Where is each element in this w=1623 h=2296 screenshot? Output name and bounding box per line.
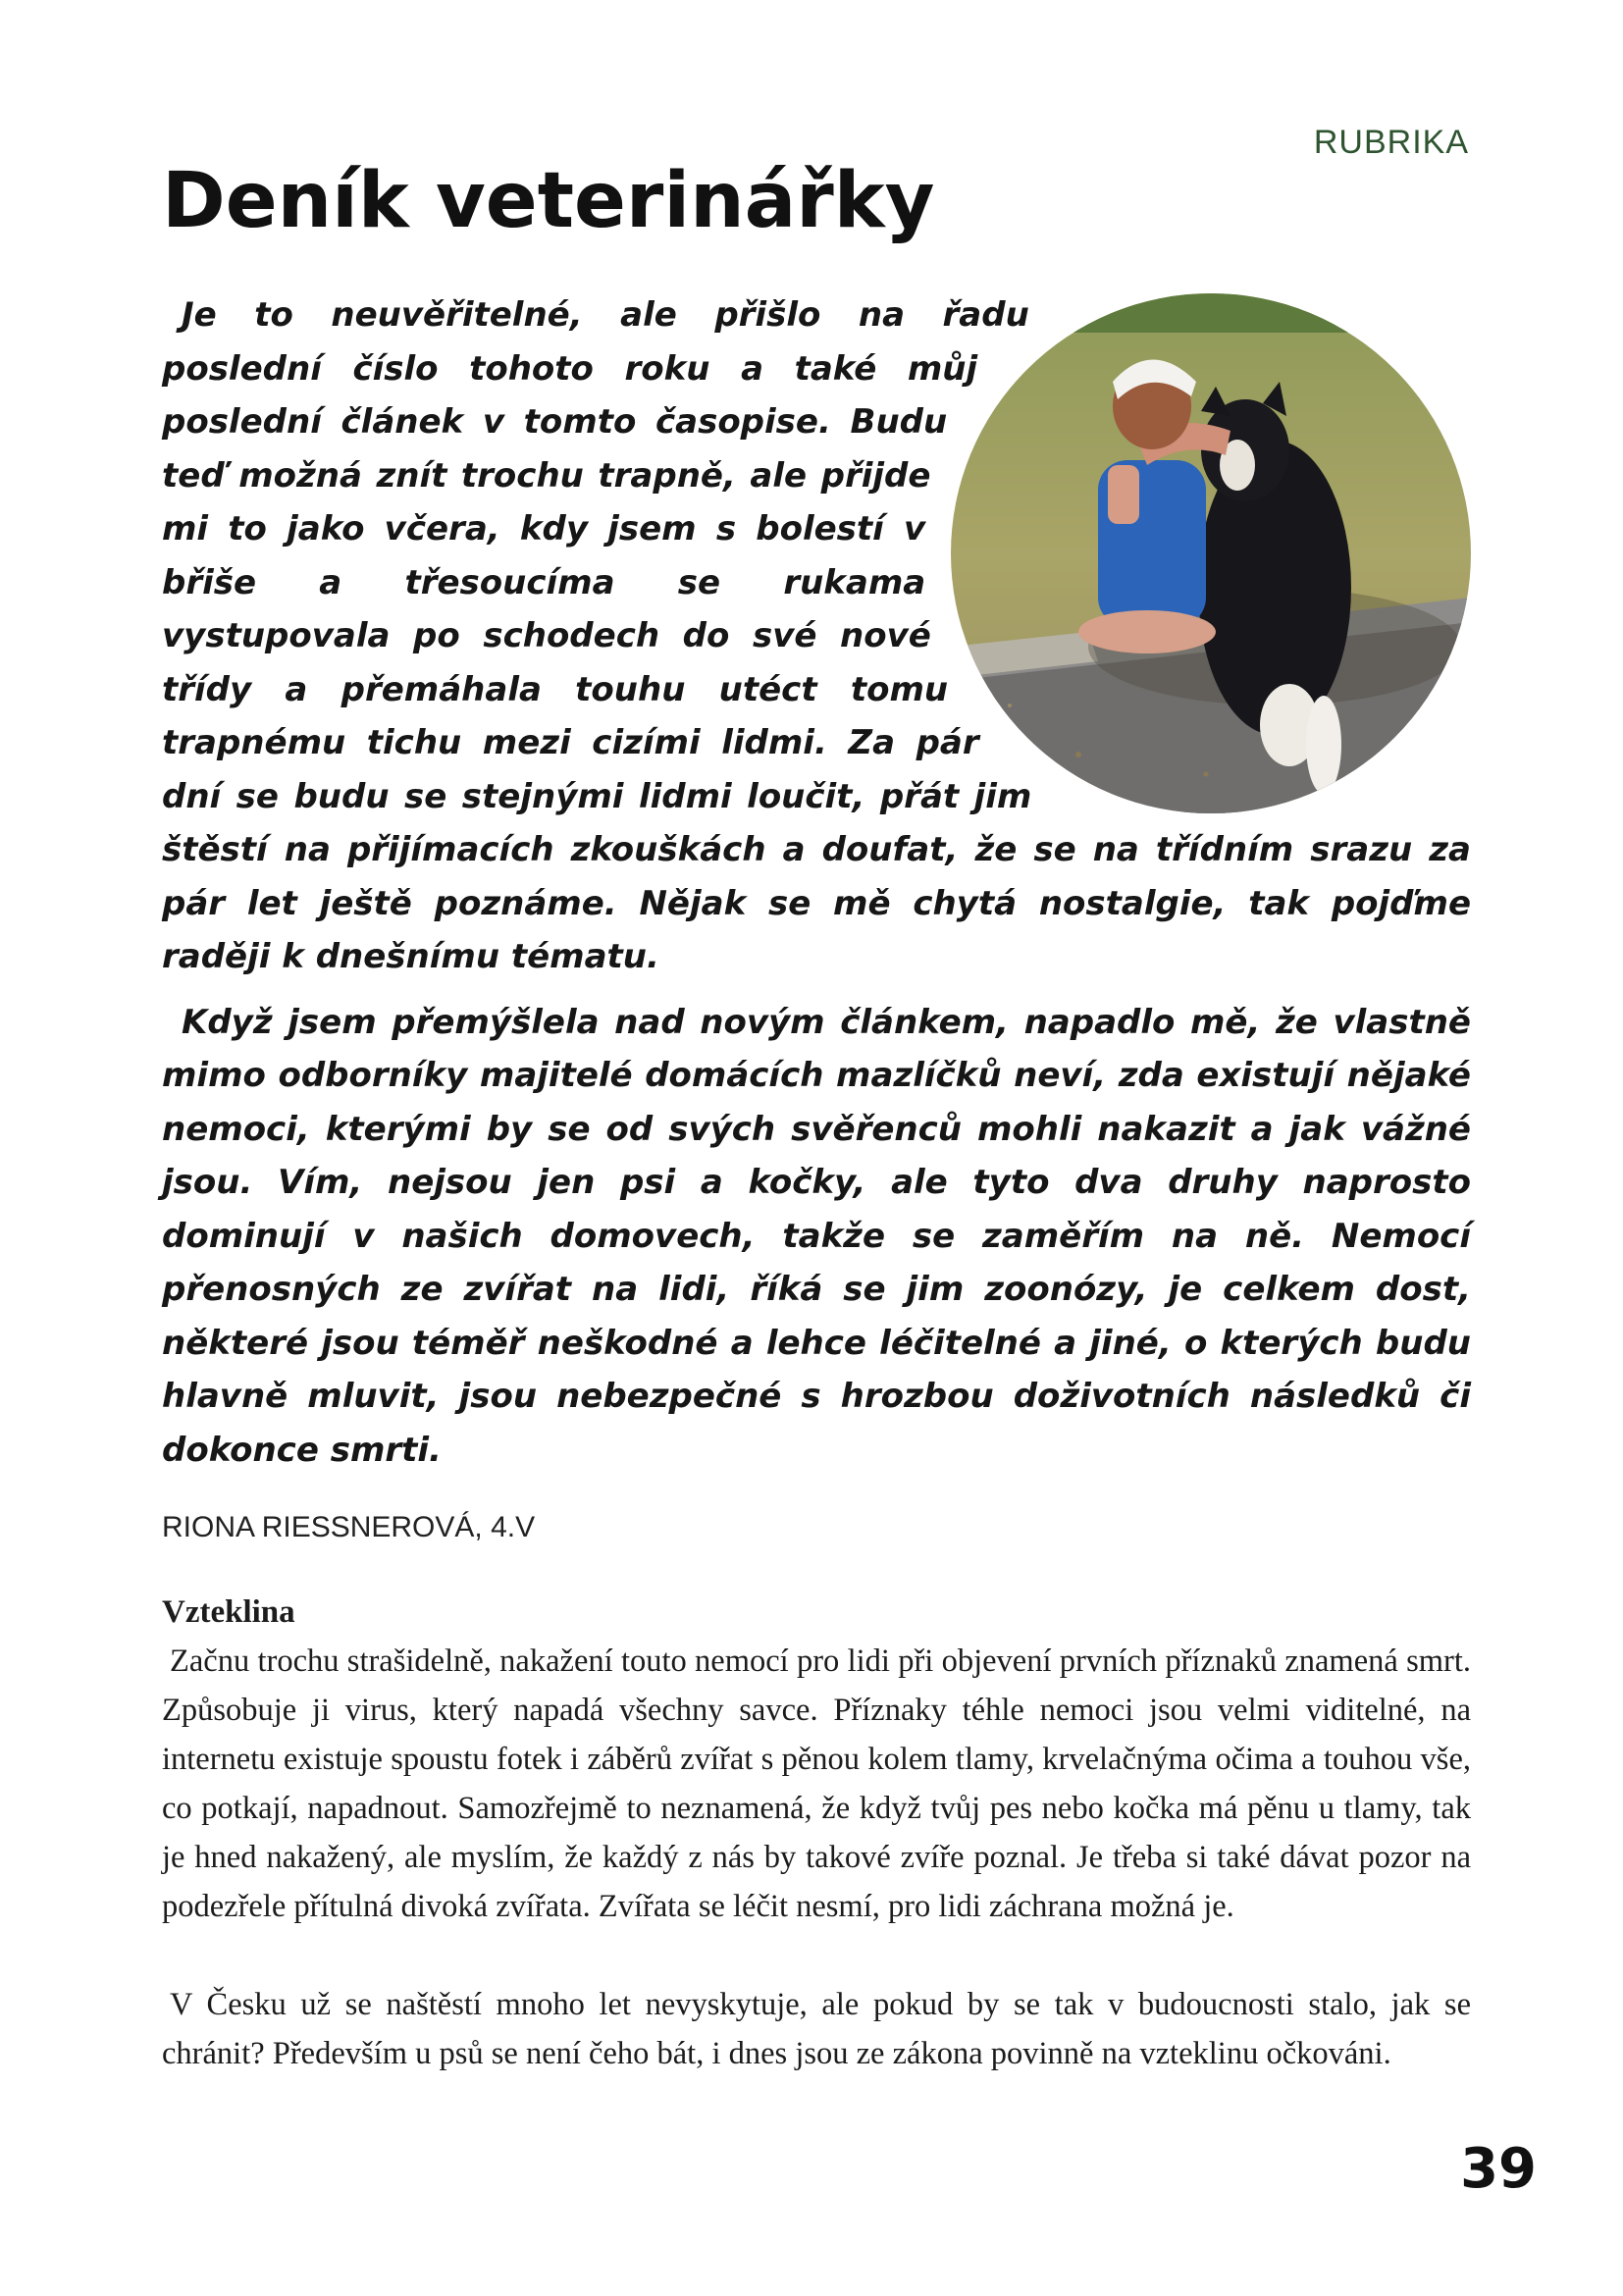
intro-block [162,288,1471,1477]
intro-paragraph: Je to neuvěřitelné, ale přišlo na řadu poslední číslo tohoto roku a také můj poslední článek v tomto časopise. Budu teď možná znít trochu trapně, ale přijde mi to jako včera, kdy jsem s bolestí v břiše a třesoucíma se rukama vystupovala po schodech do své nové třídy a přemáhala touhu utéct tomu trapnému tichu mezi cizími lidmi. Za pár dní se budu se stejnými lidmi loučit, přát jim štěstí na přijímacích zkouškách a doufat, že se na třídním srazu za pár let ještě poznáme. Nějak se mě chytá nostalgie, tak pojďme raději k dnešnímu tématu. [162,295,1471,976]
section-label: RUBRIKA [1313,124,1469,161]
body-paragraph: V Česku už se naštěstí mnoho let nevyskytuje, ale pokud by se tak v budoucnosti stalo, jak se chránit? Především u psů se není čeho bát, i dnes jsou ze zákona povinně na vzteklinu očkováni. [162,1987,1471,2071]
section-heading: Vzteklina [162,1594,295,1630]
body-paragraph: Začnu trochu strašidelně, nakažení touto nemocí pro lidi při objevení prvních příznaků znamená smrt. Způsobuje ji virus, který napadá všechny savce. Příznaky téhle nemoci jsou velmi viditelné, na internetu existuje spoustu fotek i záběrů zvířat s pěnou kolem tlamy, krvelačnýma očima a touhou vše, co potkají, napadnout. Samozřejmě to neznamená, že když tvůj pes nebo kočka má pěnu u tlamy, tak je hned nakažený, ale myslím, že každý z nás by takové zvíře poznal. Je třeba si také dávat pozor na podezřele přítulná divoká zvířata. Zvířata se léčit nesmí, pro lidi záchrana možná je. [162,1644,1471,1924]
page-number: 39 [1460,2137,1537,2201]
article-body [162,1588,1471,2078]
article-title: Deník veterinářky [162,157,935,245]
author-photo-illustration [951,293,1471,813]
author-photo [951,293,1471,813]
author-byline: RIONA RIESSNEROVÁ, 4.V [162,1511,536,1543]
intro-paragraph: Když jsem přemýšlela nad novým článkem, napadlo mě, že vlastně mimo odborníky majitelé domácích mazlíčků neví, zda existují nějaké nemoci, kterými by se od svých svěřenců mohli nakazit a jak vážné jsou. Vím, nejsou jen psi a kočky, ale tyto dva druhy naprosto dominují v našich domovech, takže se zaměřím na ně. Nemocí přenosných ze zvířat na lidi, říká se jim zoonózy, je celkem dost, některé jsou téměř neškodné a lehce léčitelné a jiné, o kterých budu hlavně mluvit, jsou nebezpečné s hrozbou doživotních následků či dokonce smrti. [162,1002,1471,1470]
